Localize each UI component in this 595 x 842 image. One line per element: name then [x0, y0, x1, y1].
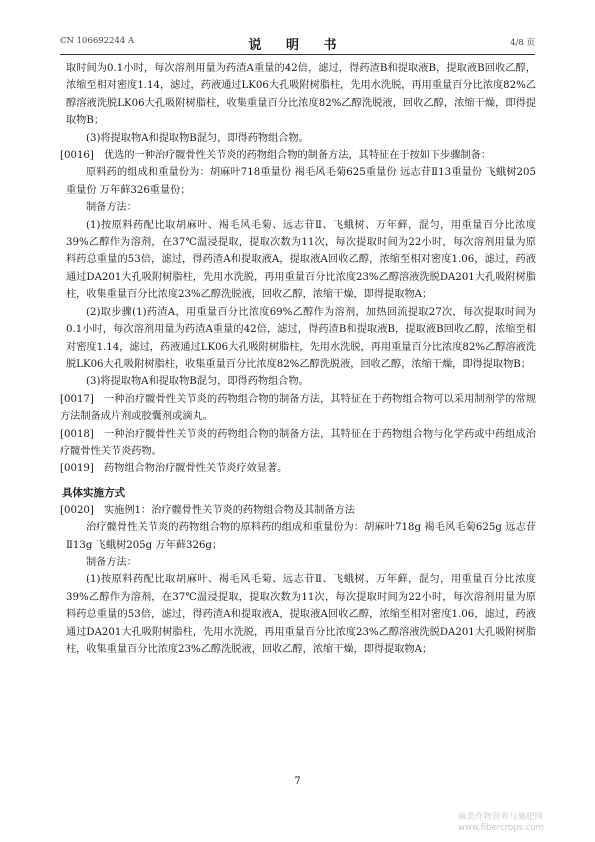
paragraph-text: (3)将提取物A和提取物B混匀，即得药物组合物。	[86, 376, 309, 388]
paragraph-text: 一种治疗髋骨性关节炎的药物组合物的制备方法，其特征在于药物组合物可以采用制剂学的常规方法制备成片剂或胶囊剂或滴丸。	[60, 393, 536, 423]
paragraph	[66, 519, 536, 554]
paragraph-text: 原料药的组成和重量份为：胡麻叶718重量份 褐毛风毛菊625重量份 远志苷Ⅱ13重量份 飞蛾树205重量份 万年藓326重量份；	[66, 167, 536, 196]
watermark	[458, 812, 544, 834]
paragraph	[66, 217, 536, 304]
document-body	[60, 60, 536, 658]
paragraph-number: [0017]	[60, 393, 94, 405]
paragraph-text: 优选的一种治疗髋骨性关节炎的药物组合物的制备方法，其特征在于按如下步骤制备：	[104, 150, 492, 162]
watermark-line-1: 麻类作物营养与施肥网	[458, 812, 544, 822]
paragraph-number: [0018]	[60, 428, 94, 440]
paragraph	[60, 502, 536, 519]
paragraph-number: [0020]	[60, 504, 94, 516]
patent-number: CN 106692244 A	[60, 36, 135, 46]
page-number: 7	[294, 776, 301, 787]
section-heading: 具体实施方式	[62, 486, 125, 499]
paragraph-text: 一种治疗髋骨性关节炎的药物组合物的制备方法，其特征在于药物组合物与化学药或中药组成治疗髋骨性关节炎药物。	[60, 428, 536, 457]
paragraph	[66, 554, 536, 571]
paragraph	[66, 571, 536, 658]
paragraph-text: 制备方法：	[86, 556, 137, 568]
paragraph-group-1	[60, 60, 536, 478]
paragraph	[60, 426, 536, 461]
paragraph-number: [0019]	[60, 463, 94, 475]
paragraph	[66, 60, 536, 130]
document-title: 说 明 书	[248, 38, 347, 53]
paragraph	[60, 147, 536, 164]
paragraph	[66, 199, 536, 216]
paragraph	[66, 164, 536, 199]
watermark-line-2: www.fibercrops.com	[458, 823, 544, 833]
paragraph-number: [0016]	[60, 150, 94, 162]
paragraph-text: 药物组合物治疗髋骨性关节炎疗效显著。	[104, 463, 288, 475]
paragraph-text: (3)将提取物A和提取物B混匀，即得药物组合物。	[86, 132, 309, 144]
paragraph-text: 取时间为0.1小时，每次溶剂用量为药渣A重量的42倍，滤过，得药渣B和提取液B，提取液B回收乙醇，浓缩至相对密度1.14，滤过，药液通过LK06大孔吸附树脂柱，先用水洗脱，再用重量百分比浓度82%乙醇溶液洗脱LK06大孔吸附树脂柱，收集重量百分比浓度82%乙醇洗脱液，回收乙醇，浓缩干燥，即得提取物B；	[66, 63, 536, 127]
paragraph-text: (2)取步骤(1)药渣A，用重量百分比浓度69%乙醇作为溶剂，加热回流提取27次，每次提取时间为0.1小时，每次溶剂用量为药渣A重量的42倍，滤过，得药渣B和提取液B，提取液B回收乙醇，浓缩至相对密度1.14，滤过，药液通过LK06大孔吸附树脂柱，先用水洗脱，再用重量百分比浓度82%乙醇溶液洗脱LK06大孔吸附树脂柱，收集重量百分比浓度82%乙醇洗脱液，回收乙醇，浓缩干燥，即得提取物B；	[66, 306, 536, 370]
page-indicator: 4/8 页	[510, 38, 535, 48]
paragraph-text: (1)按原料药配比取胡麻叶、褐毛风毛菊、远志苷Ⅱ、飞蛾树、万年藓，混匀，用重量百分比浓度39%乙醇作为溶剂，在37℃温浸提取，提取次数为11次，每次提取时间为22小时，每次溶剂用量为原料药总重量的53倍，滤过，得药渣A和提取液A，提取液A回收乙醇，浓缩至相对密度1.06，滤过，药液通过DA201大孔吸附树脂柱，先用水洗脱，再用重量百分比浓度23%乙醇溶液洗脱DA201大孔吸附树脂柱，收集重量百分比浓度23%乙醇洗脱液，回收乙醇，浓缩干燥，即得提取物A；	[66, 574, 536, 655]
paragraph	[66, 373, 536, 390]
paragraph	[66, 130, 536, 147]
paragraph	[60, 460, 536, 477]
paragraph	[66, 304, 536, 374]
paragraph-text: 制备方法：	[86, 202, 137, 214]
page-header	[60, 34, 535, 53]
paragraph-group-2	[60, 502, 536, 659]
paragraph-text: 治疗髋骨性关节炎的药物组合物的原料药的组成和重量份为：胡麻叶718g 褐毛风毛菊625g 远志苷Ⅱ13g 飞蛾树205g 万年藓326g；	[66, 522, 536, 551]
paragraph-text: 实施例1：治疗髋骨性关节炎的药物组合物及其制备方法	[104, 504, 355, 516]
header-rule	[60, 54, 535, 55]
paragraph-text: (1)按原料药配比取胡麻叶、褐毛风毛菊、远志苷Ⅱ、飞蛾树、万年藓，混匀，用重量百分比浓度39%乙醇作为溶剂，在37℃温浸提取，提取次数为11次，每次提取时间为22小时，每次溶剂用量为原料药总重量的53倍，滤过，得药渣A和提取液A，提取液A回收乙醇，浓缩至相对密度1.06，滤过，药液通过DA201大孔吸附树脂柱，先用水洗脱，再用重量百分比浓度23%乙醇溶液洗脱DA201大孔吸附树脂柱，收集重量百分比浓度23%乙醇洗脱液，回收乙醇，浓缩干燥，即得提取物A；	[66, 219, 536, 301]
paragraph	[60, 391, 536, 426]
